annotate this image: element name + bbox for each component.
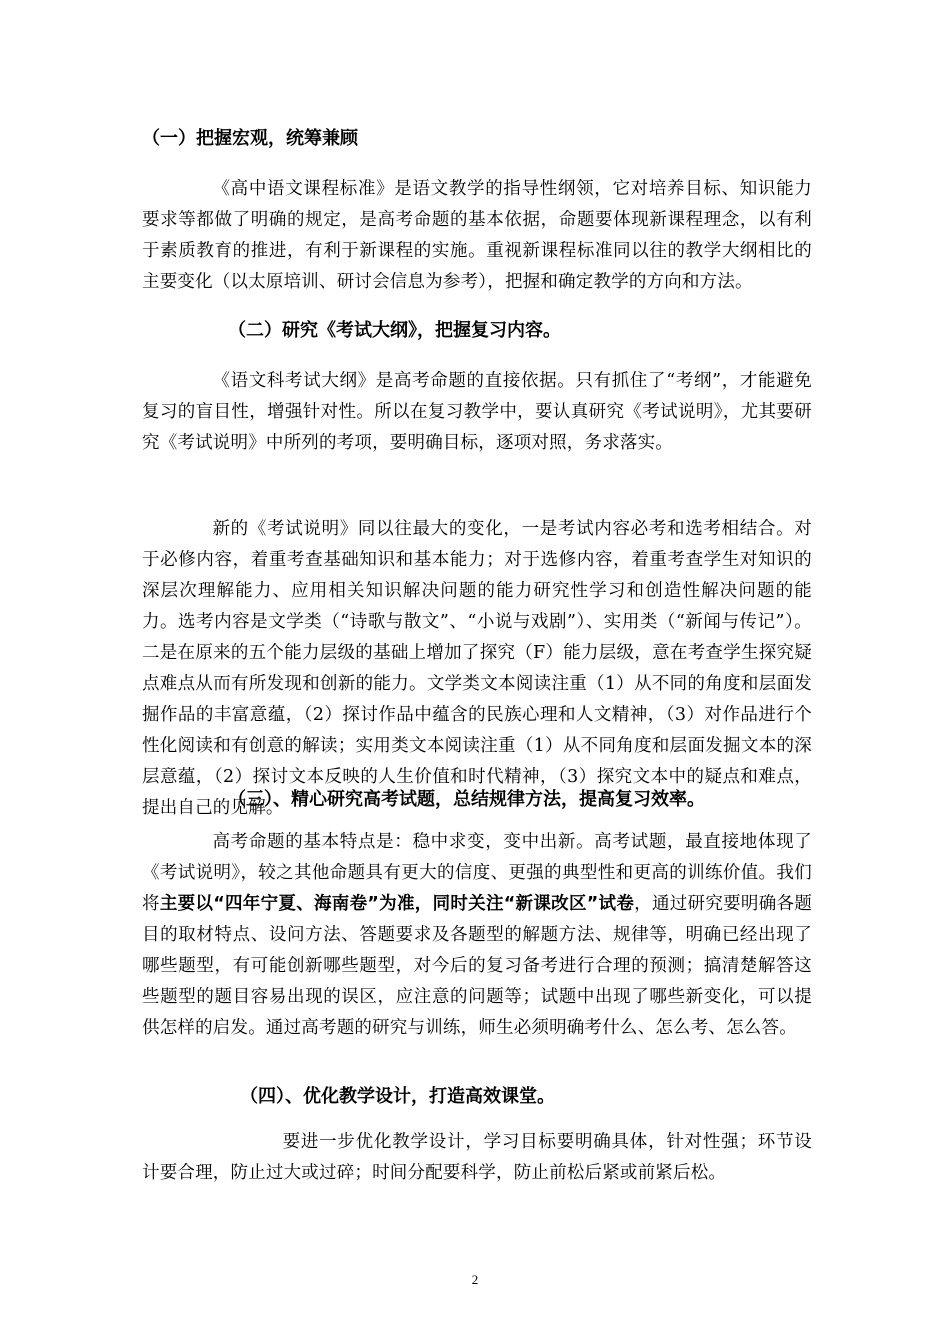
section-2-heading: （二）研究《考试大纲》，把握复习内容。 [228, 320, 561, 341]
section-2-paragraph-2-text: 新的《考试说明》同以往最大的变化，一是考试内容必考和选考相结合。对于必修内容，着重考查基础知识和基本能力；对于选修内容，着重考查学生对知识的深层次理解能力、应用相关知识解决问题的能力研究性学习和创造性解决问题的能力。选考内容是文学类（“诗歌与散文”、“小说与戏剧”）、实用类（“新闻与传记”）。二是在原来的五个能力层级的基础上增加了探究（F）能力层级，意在考查学生探究疑点难点从而有所发现和创新的能力。文学类文本阅读注重（1）从不同的角度和层面发掘作品的丰富意蕴，（2）探讨作品中蕴含的民族心理和人文精神，（3）对作品进行个性化阅读和有创意的解读；实用类文本阅读注重（1）从不同角度和层面发掘文本的深层意蕴，（2）探讨文本反映的人生价值和时代精神，（3）探究文本中的疑点和难点，提出自己的见解。 [142, 519, 812, 818]
section-1-heading: （一）把握宏观，统筹兼顾 [142, 128, 358, 149]
section-3-heading: （三）、精心研究高考试题，总结规律方法，提高复习效率。 [228, 789, 705, 810]
section-3-paragraph-1-bold-text: 主要以“四年宁夏、海南卷”为准，同时关注“新课改区”试卷 [159, 894, 635, 914]
section-2-paragraph-1 [142, 366, 812, 459]
section-2-paragraph-2 [142, 514, 812, 824]
section-3-paragraph-1-text-b: ，通过研究要明确各题目的取材特点、设问方法、答题要求及各题型的解题方法、规律等，明确已经出现了哪些题型，有可能创新哪些题型，对今后的复习备考进行合理的预测；搞清楚解答这些题型的题目容易出现的误区，应注意的问题等；试题中出现了哪些新变化，可以提供怎样的启发。通过高考题的研究与训练，师生必须明确考什么、怎么考、怎么答。 [142, 894, 813, 1038]
section-4-paragraph-1 [142, 1127, 812, 1189]
section-2-paragraph-1-text: 《语文科考试大纲》是高考命题的直接依据。只有抓住了“考纲”，才能避免复习的盲目性，增强针对性。所以在复习教学中，要认真研究《考试说明》，尤其要研究《考试说明》中所列的考项，要明确目标，逐项对照，务求落实。 [142, 371, 812, 453]
section-1-paragraph-1 [142, 174, 812, 298]
page-number: 2 [471, 1272, 479, 1287]
section-3-paragraph-1-text-a: 高考命题的基本特点是：稳中求变，变中出新。高考试题，最直接地体现了《考试说明》，较之其他命题具有更大的信度、更强的典型性和更高的训练价值。我们将 [142, 832, 812, 914]
section-4-heading: （四）、优化教学设计，打造高效课堂。 [240, 1086, 555, 1107]
section-4-paragraph-1-text: 要进一步优化教学设计，学习目标要明确具体，针对性强；环节设计要合理，防止过大或过碎；时间分配要科学，防止前松后紧或前紧后松。 [142, 1132, 812, 1183]
section-1-paragraph-1-text: 《高中语文课程标准》是语文教学的指导性纲领，它对培养目标、知识能力要求等都做了明确的规定，是高考命题的基本依据，命题要体现新课程理念，以有利于素质教育的推进，有利于新课程的实施。重视新课程标准同以往的教学大纲相比的主要变化（以太原培训、研讨会信息为参考），把握和确定教学的方向和方法。 [142, 179, 812, 292]
section-3-paragraph-1 [142, 827, 812, 1044]
